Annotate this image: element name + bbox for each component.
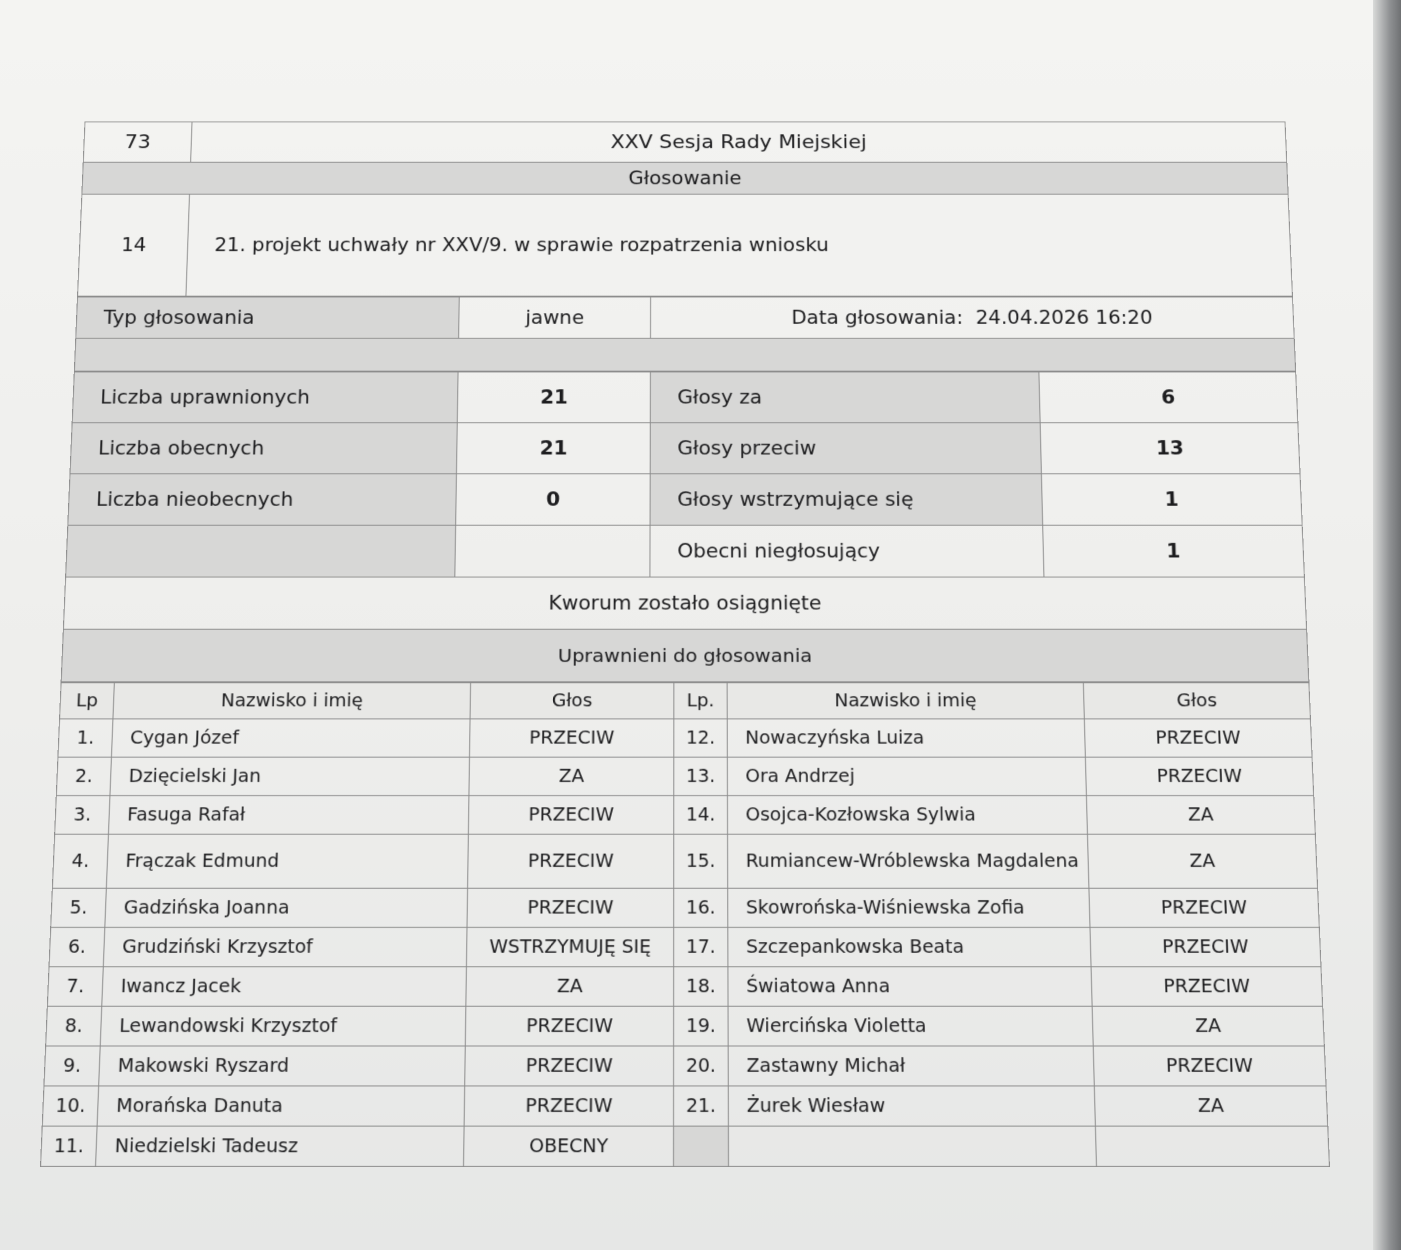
column-header-lp: Lp. (674, 683, 727, 719)
table-row (52, 834, 1317, 888)
header-table (77, 121, 1293, 296)
row-lp: 11. (41, 1126, 98, 1166)
row-name: Frączak Edmund (106, 834, 468, 888)
spacer-row (74, 338, 1295, 371)
page-number: 73 (83, 122, 192, 162)
votes-abstain-value: 1 (1041, 474, 1302, 525)
voting-type-value: jawne (459, 297, 651, 338)
row-name: Osojca-Kozłowska Sylwia (727, 796, 1087, 835)
row-vote: ZA (1086, 796, 1315, 835)
voting-date-label: Data głosowania: (791, 307, 964, 329)
row-lp: 18. (674, 967, 728, 1007)
row-lp: 21. (674, 1086, 729, 1126)
table-row (41, 1126, 1330, 1166)
eligible-value: 21 (457, 372, 650, 423)
voting-date-value: 24.04.2026 16:20 (975, 307, 1153, 329)
row-vote: PRZECIW (1084, 719, 1312, 757)
votes-table (40, 682, 1330, 1167)
voting-date (650, 297, 1294, 338)
row-name: Lewandowski Krzysztof (100, 1006, 466, 1046)
row-vote (1095, 1126, 1329, 1166)
row-vote: ZA (466, 967, 674, 1007)
row-lp: 12. (674, 719, 728, 757)
row-vote: PRZECIW (467, 888, 674, 927)
row-lp: 16. (674, 888, 728, 927)
votes-abstain-label: Głosy wstrzymujące się (650, 474, 1043, 525)
row-lp: 9. (44, 1046, 100, 1086)
eligible-label: Liczba uprawnionych (72, 372, 458, 423)
section-title: Głosowanie (82, 162, 1288, 194)
row-vote: PRZECIW (1090, 927, 1321, 966)
item-number: 14 (78, 194, 190, 296)
votes-for-value: 6 (1039, 372, 1298, 423)
row-name: Szczepankowska Beata (728, 927, 1091, 966)
not-voting-value: 1 (1043, 525, 1305, 577)
row-name (728, 1126, 1096, 1166)
row-name: Zastawny Michał (728, 1046, 1094, 1086)
item-text: 21. projekt uchwały nr XXV/9. w sprawie rozpatrzenia wniosku (186, 194, 1293, 296)
row-lp: 7. (47, 967, 103, 1007)
row-name: Skowrońska-Wiśniewska Zofia (728, 888, 1090, 927)
voting-type-table (74, 297, 1296, 372)
row-lp: 5. (51, 888, 107, 927)
row-vote: ZA (1092, 1006, 1324, 1046)
row-vote: ZA (469, 757, 674, 795)
eligible-voters-title: Uprawnieni do głosowania (61, 629, 1309, 682)
row-lp: 10. (42, 1086, 98, 1126)
table-row (47, 967, 1322, 1007)
row-lp: 6. (49, 927, 105, 966)
voting-type-label: Typ głosowania (76, 297, 460, 338)
row-name: Żurek Wiesław (728, 1086, 1095, 1126)
present-value: 21 (456, 423, 650, 474)
table-row (55, 796, 1316, 835)
row-name: Cygan Józef (111, 719, 470, 757)
row-name: Niedzielski Tadeusz (96, 1126, 465, 1166)
row-name: Gadzińska Joanna (105, 888, 468, 927)
table-row (49, 927, 1321, 966)
row-vote: PRZECIW (1091, 967, 1323, 1007)
row-name: Morańska Danuta (97, 1086, 465, 1126)
table-row (44, 1046, 1326, 1086)
votes-against-label: Głosy przeciw (650, 423, 1041, 474)
row-lp: 19. (674, 1006, 729, 1046)
row-lp (674, 1126, 729, 1166)
row-lp: 20. (674, 1046, 729, 1086)
votes-for-label: Głosy za (650, 372, 1040, 423)
row-name: Grudziński Krzysztof (103, 927, 467, 966)
column-header-lp: Lp (60, 683, 115, 719)
row-lp: 1. (58, 719, 113, 757)
column-header-name: Nazwisko i imię (113, 683, 471, 719)
row-name: Fasuga Rafał (108, 796, 468, 835)
row-vote: PRZECIW (465, 1006, 673, 1046)
column-header-vote: Głos (1083, 683, 1310, 719)
row-lp: 14. (674, 796, 728, 835)
row-lp: 13. (674, 757, 728, 795)
present-label: Liczba obecnych (70, 423, 457, 474)
row-name: Makowski Ryszard (99, 1046, 466, 1086)
table-row (56, 757, 1313, 795)
row-lp: 4. (52, 834, 108, 888)
row-vote: PRZECIW (468, 834, 674, 888)
row-vote: WSTRZYMUJĘ SIĘ (466, 927, 673, 966)
table-row (58, 719, 1312, 757)
column-header-name: Nazwisko i imię (727, 683, 1084, 719)
row-lp: 2. (56, 757, 111, 795)
row-name: Nowaczyńska Luiza (727, 719, 1085, 757)
row-vote: PRZECIW (1085, 757, 1313, 795)
absent-value: 0 (456, 474, 651, 525)
table-row (42, 1086, 1328, 1126)
absent-label: Liczba nieobecnych (68, 474, 457, 525)
empty-cell (455, 525, 650, 577)
not-voting-label: Obecni niegłosujący (650, 525, 1044, 577)
row-vote: PRZECIW (464, 1086, 673, 1126)
row-name: Ora Andrzej (727, 757, 1086, 795)
row-name: Iwancz Jacek (102, 967, 467, 1007)
votes-against-value: 13 (1040, 423, 1300, 474)
table-row (51, 888, 1320, 927)
stats-table (61, 372, 1310, 683)
table-row (46, 1006, 1325, 1046)
row-lp: 17. (674, 927, 728, 966)
row-vote: PRZECIW (1089, 888, 1319, 927)
row-name: Rumiancew-Wróblewska Magdalena (728, 834, 1089, 888)
row-vote: OBECNY (464, 1126, 674, 1166)
row-name: Dzięcielski Jan (110, 757, 470, 795)
row-vote: PRZECIW (465, 1046, 674, 1086)
row-lp: 8. (46, 1006, 102, 1046)
row-vote: PRZECIW (469, 719, 673, 757)
empty-cell (66, 525, 456, 577)
quorum-status: Kworum zostało osiągnięte (63, 577, 1306, 629)
paper-edge-shadow (1373, 0, 1401, 1250)
column-header-vote: Głos (470, 683, 674, 719)
row-name: Światowa Anna (728, 967, 1092, 1007)
row-lp: 3. (55, 796, 110, 835)
voting-protocol (40, 121, 1330, 1167)
row-vote: ZA (1094, 1086, 1327, 1126)
row-name: Wiercińska Violetta (728, 1006, 1093, 1046)
row-vote: ZA (1087, 834, 1317, 888)
row-lp: 15. (674, 834, 728, 888)
session-title: XXV Sesja Rady Miejskiej (191, 122, 1287, 162)
row-vote: PRZECIW (1093, 1046, 1326, 1086)
row-vote: PRZECIW (468, 796, 673, 835)
